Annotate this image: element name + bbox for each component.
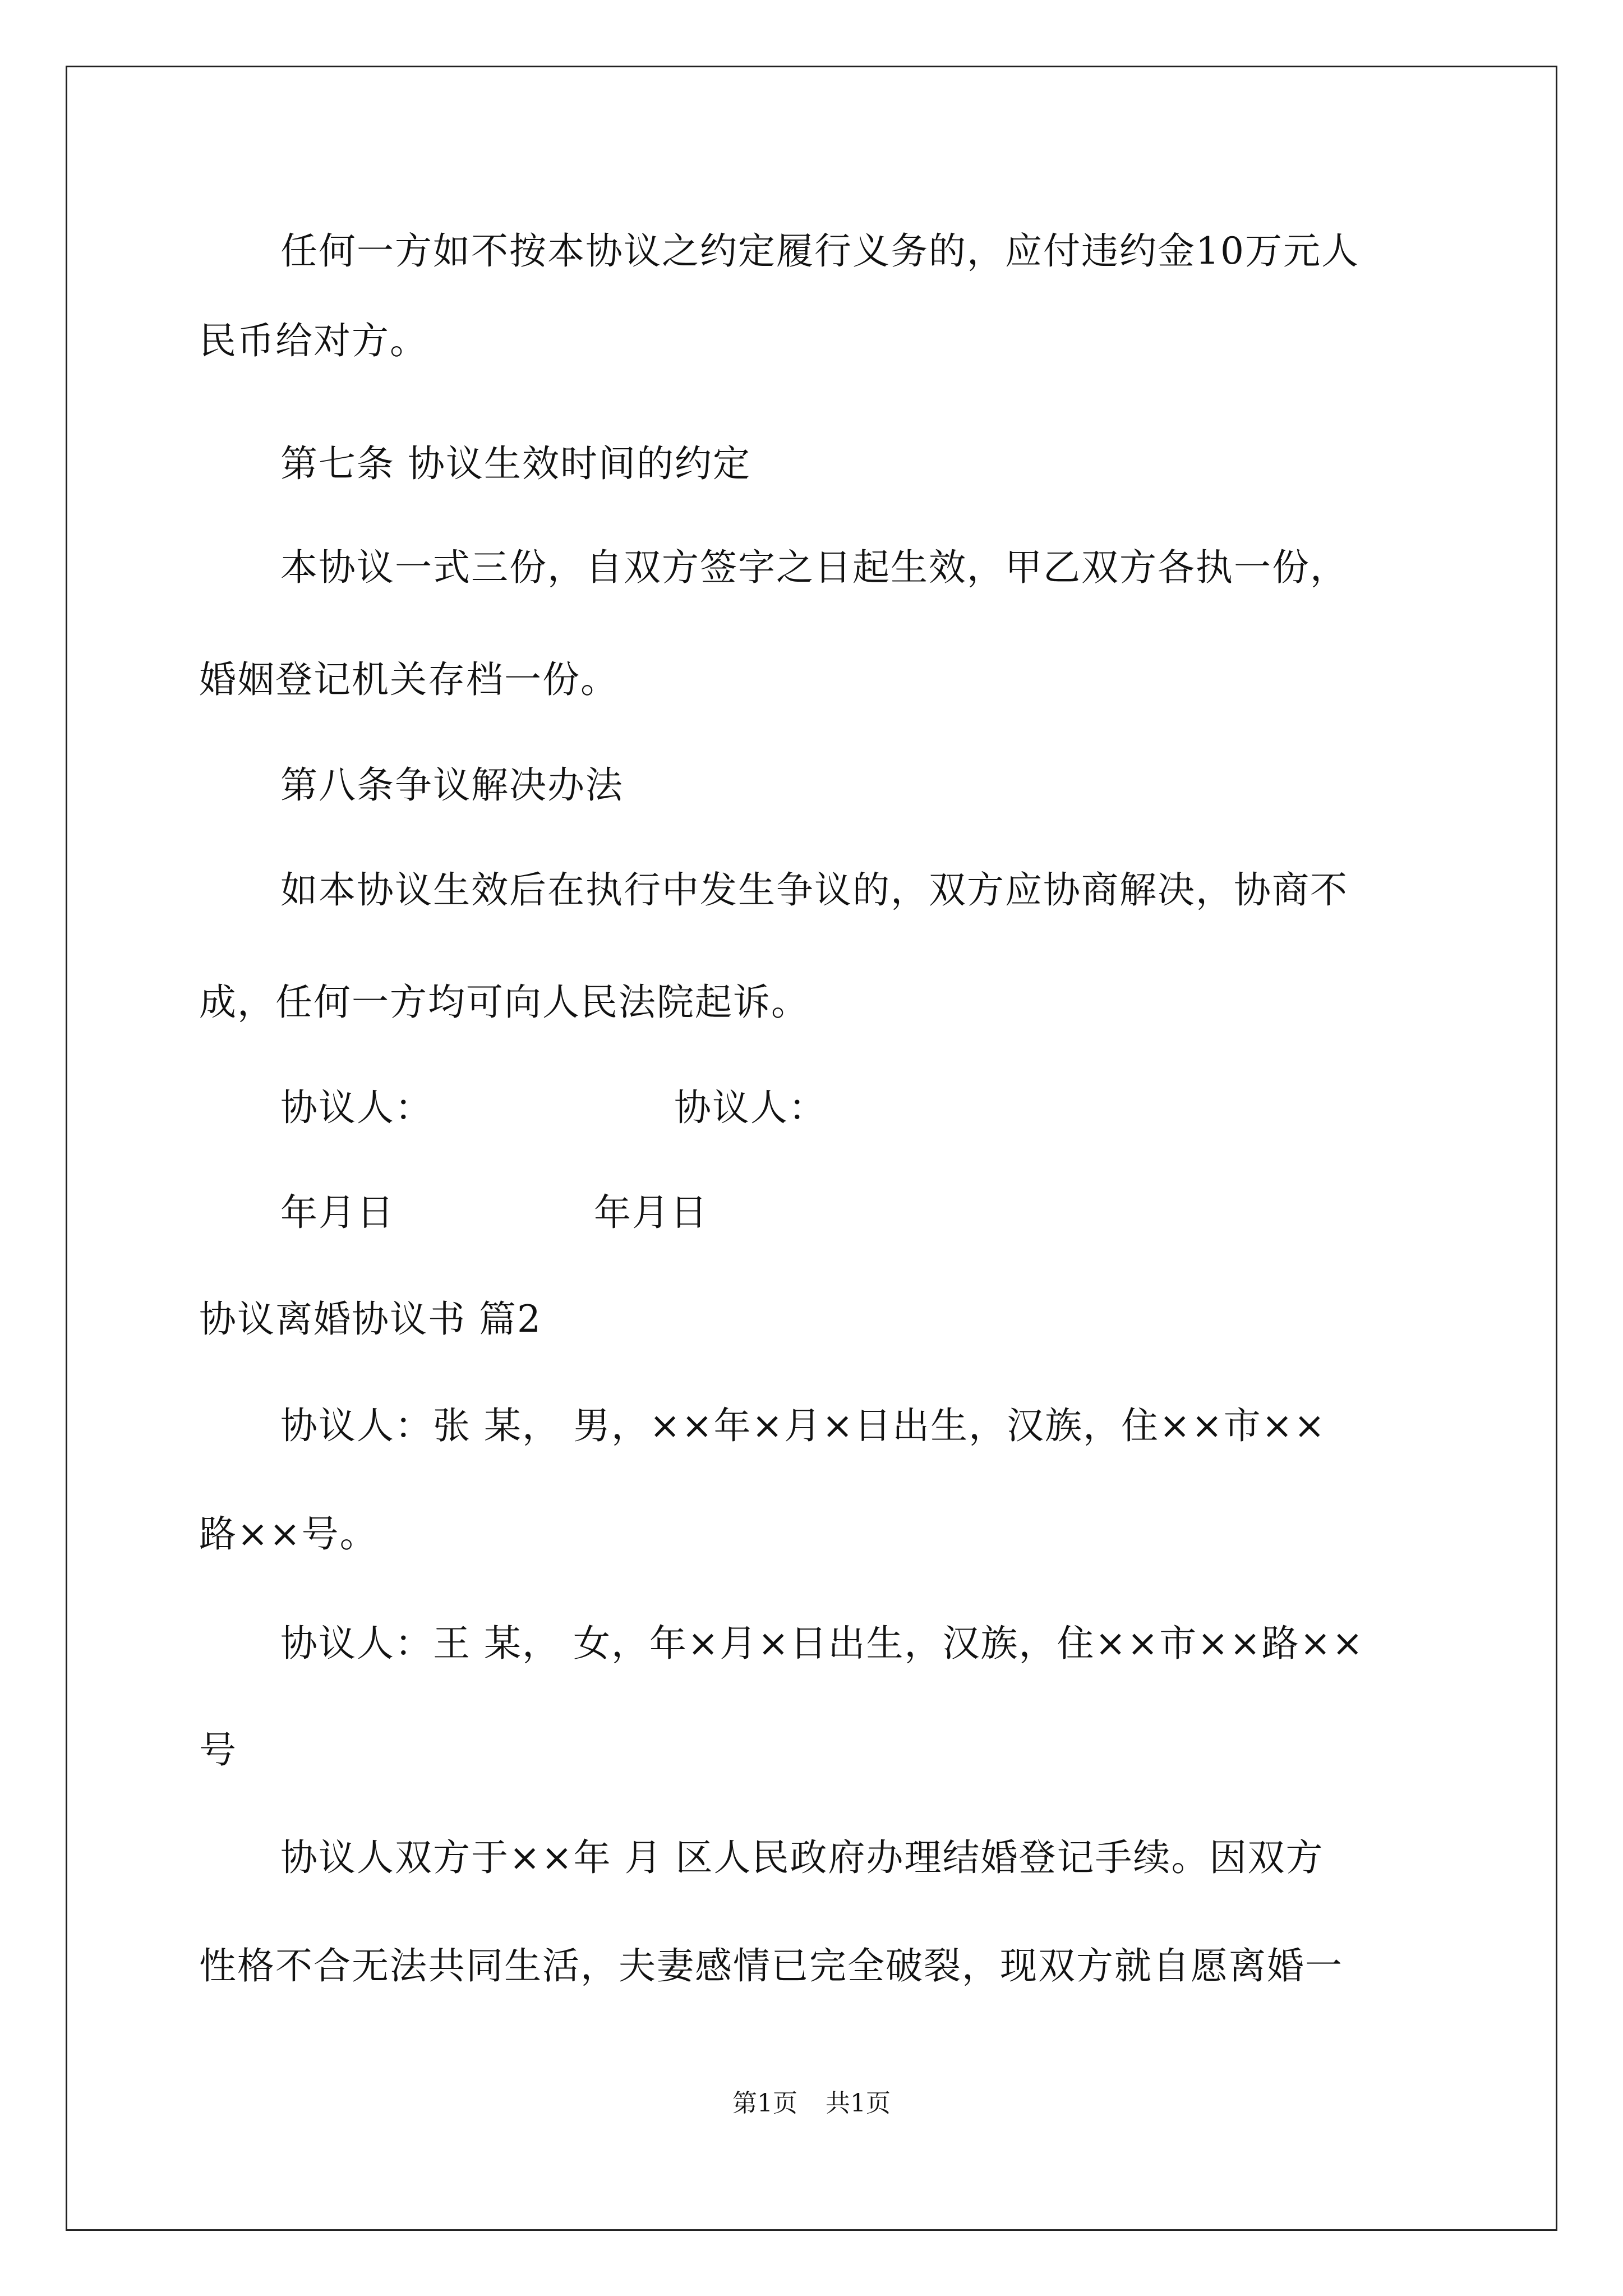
date-label-2: 年月日 <box>594 1191 708 1234</box>
text-line: 协议人双方于××年 月 区人民政府办理结婚登记手续。因双方 <box>280 1836 1324 1879</box>
page-border <box>66 66 1557 2231</box>
date-row <box>280 1188 708 1238</box>
section-heading-8: 第八条争议解决办法 <box>280 763 624 807</box>
text-line: 民币给对方。 <box>199 319 428 362</box>
page-total: 共1页 <box>826 2089 891 2118</box>
text-line: 如本协议生效后在执行中发生争议的，双方应协商解决，协商不 <box>280 868 1348 912</box>
text-line: 协议人：王 某， 女，年×月×日出生，汉族，住××市××路×× <box>280 1622 1364 1665</box>
signature-label-1: 协议人： <box>280 1086 433 1129</box>
page-number: 第1页 <box>732 2089 797 2118</box>
signature-row <box>280 1083 827 1133</box>
text-line: 成，任何一方均可向人民法院起诉。 <box>199 981 809 1024</box>
text-line: 性格不合无法共同生活，夫妻感情已完全破裂，现双方就自愿离婚一 <box>199 1944 1343 1987</box>
text-line: 号 <box>199 1728 237 1772</box>
section-heading-7: 第七条 协议生效时间的约定 <box>280 442 751 485</box>
article-title: 协议离婚协议书 篇2 <box>199 1297 542 1341</box>
text-line: 任何一方如不按本协议之约定履行义务的，应付违约金10万元人 <box>280 229 1359 273</box>
text-line: 婚姻登记机关存档一份。 <box>199 658 619 701</box>
text-line: 协议人：张 某， 男，××年×月×日出生，汉族，住××市×× <box>280 1404 1326 1447</box>
text-line: 路××号。 <box>199 1512 378 1556</box>
text-line: 本协议一式三份，自双方签字之日起生效，甲乙双方各执一份， <box>280 546 1348 589</box>
signature-label-2: 协议人： <box>674 1086 827 1129</box>
date-label-1: 年月日 <box>280 1191 395 1234</box>
page-footer <box>0 2087 1623 2120</box>
